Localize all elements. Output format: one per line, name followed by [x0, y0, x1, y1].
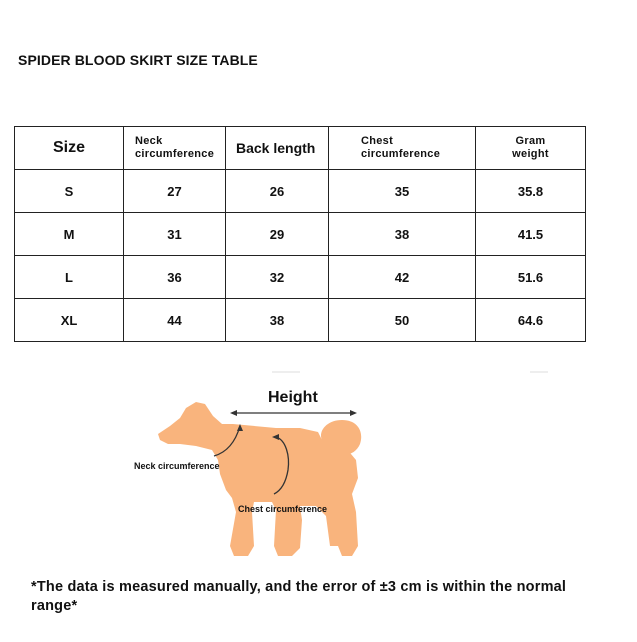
size-table [14, 126, 586, 342]
dog-measurement-diagram [0, 360, 637, 570]
cell-weight: 64.6 [476, 299, 586, 342]
header-size: Size [15, 127, 124, 170]
header-chest-line1: Chest [361, 135, 394, 147]
header-back-length: Back length [226, 127, 329, 170]
cell-neck: 27 [124, 170, 226, 213]
cell-size: L [15, 256, 124, 299]
cell-weight: 41.5 [476, 213, 586, 256]
header-neck [124, 127, 226, 170]
table-row [15, 213, 586, 256]
cell-chest: 38 [329, 213, 476, 256]
header-gram-weight [476, 127, 586, 170]
chest-circumference-label: Chest circumference [238, 504, 328, 514]
header-chest [329, 127, 476, 170]
header-gram-line1: Gram [515, 135, 546, 147]
cell-chest: 35 [329, 170, 476, 213]
cell-chest: 50 [329, 299, 476, 342]
measurement-note: *The data is measured manually, and the error of ±3 cm is within the normal range* [31, 579, 567, 614]
cell-back: 38 [226, 299, 329, 342]
cell-neck: 44 [124, 299, 226, 342]
table-row [15, 256, 586, 299]
cell-back: 32 [226, 256, 329, 299]
cell-chest: 42 [329, 256, 476, 299]
header-gram-line2: weight [512, 148, 549, 160]
dog-silhouette-icon [158, 402, 361, 556]
height-label: Height [268, 389, 318, 406]
page-title: SPIDER BLOOD SKIRT SIZE TABLE [18, 52, 258, 68]
cell-back: 29 [226, 213, 329, 256]
dog-body [158, 402, 361, 556]
height-arrow [230, 410, 357, 416]
cell-weight: 35.8 [476, 170, 586, 213]
table-header-row [15, 127, 586, 170]
header-neck-line2: circumference [135, 148, 215, 160]
cell-size: S [15, 170, 124, 213]
cell-neck: 31 [124, 213, 226, 256]
cell-size: M [15, 213, 124, 256]
neck-circumference-label: Neck circumference [134, 461, 220, 471]
cell-weight: 51.6 [476, 256, 586, 299]
cell-size: XL [15, 299, 124, 342]
table-row [15, 170, 586, 213]
cell-neck: 36 [124, 256, 226, 299]
header-chest-line2: circumference [361, 148, 441, 160]
header-neck-line1: Neck [135, 135, 163, 147]
cell-back: 26 [226, 170, 329, 213]
table-row [15, 299, 586, 342]
